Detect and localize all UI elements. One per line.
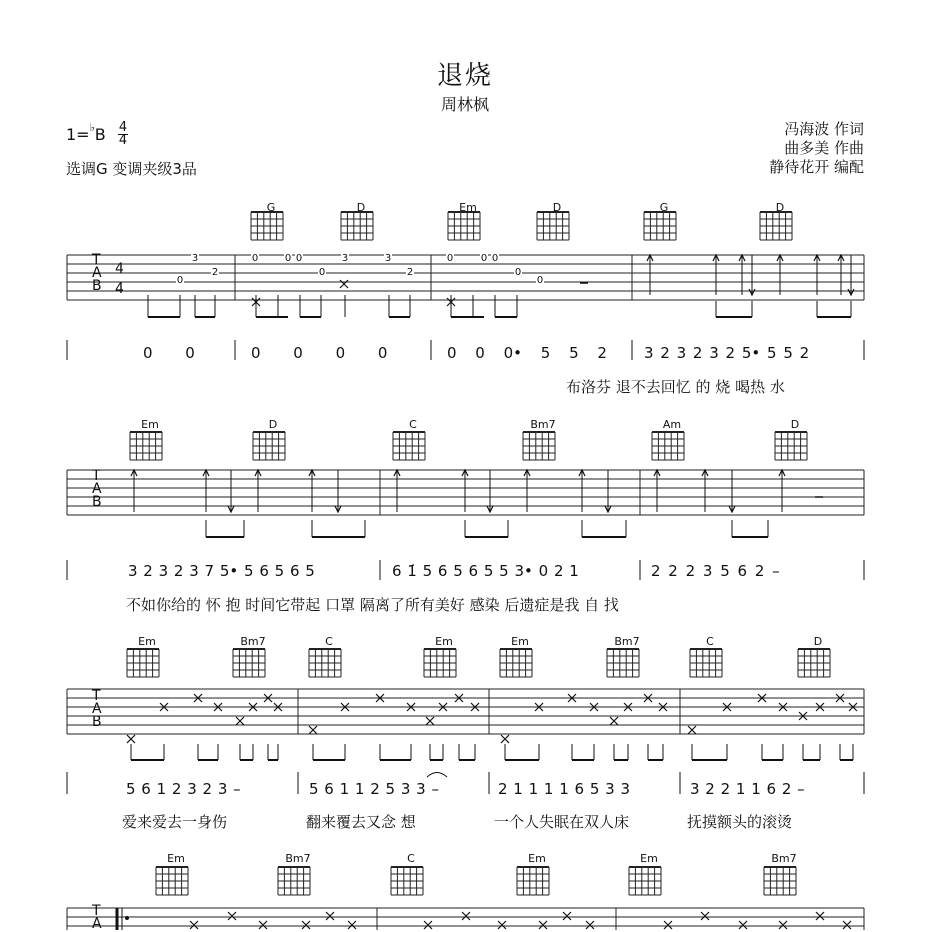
tab-letter: T: [92, 468, 101, 484]
chord-name: Em: [141, 418, 159, 431]
tab-letter: A: [92, 916, 102, 932]
chord-name: C: [407, 852, 415, 865]
chord-name: C: [325, 635, 333, 648]
fret-number: 0: [318, 267, 326, 278]
strum-x-mark: [190, 921, 198, 929]
tab-letter: T: [92, 903, 101, 919]
fret-number: 3: [191, 253, 199, 264]
chord-name: Bm7: [285, 852, 311, 865]
fret-number: 0: [480, 253, 488, 264]
jianpu-measure: 3 2 2 1 1 6 2 –: [690, 780, 805, 798]
strum-x-mark: [426, 717, 434, 725]
tab-letter: T: [92, 252, 101, 268]
strum-x-mark: [739, 921, 747, 929]
chord-name: Em: [138, 635, 156, 648]
lyrics-line: 爱来爱去一身伤: [122, 813, 228, 831]
fret-number: 0: [295, 253, 303, 264]
tab-letter: A: [92, 701, 102, 717]
chord-name: Em: [435, 635, 453, 648]
key-note: B: [94, 125, 106, 144]
tab-time-bottom: 4: [115, 281, 124, 297]
chord-name: Em: [167, 852, 185, 865]
time-signature: [118, 122, 128, 147]
fret-number: 0: [284, 253, 292, 264]
fret-number: 3: [384, 253, 392, 264]
lyrics-line: 布洛芬 退不去回忆 的 烧 喝热 水: [566, 378, 785, 396]
strum-x-mark: [586, 921, 594, 929]
arranger: 静待花开 编配: [769, 158, 864, 176]
chord-name: G: [266, 201, 276, 214]
strum-x-mark: [563, 912, 571, 920]
strum-x-mark: [779, 921, 787, 929]
chord-name: Em: [511, 635, 529, 648]
strum-x-mark: [228, 912, 236, 920]
chord-name: Bm7: [530, 418, 556, 431]
jianpu-measure: 2 2 2 3 5 6 2 –: [651, 562, 780, 580]
capo-note: 选调G 变调夹级3品: [66, 160, 197, 178]
tab-staff-3: [0, 632, 930, 832]
chord-name: Em: [640, 852, 658, 865]
jianpu-measure: 0 0 0 0: [251, 344, 388, 362]
chord-name: Bm7: [771, 852, 797, 865]
jianpu-measure: 2 1 1 1 1 6 5 3 3: [498, 780, 631, 798]
tab-clef: [92, 905, 102, 931]
chord-name: Em: [459, 201, 477, 214]
fret-number: 0: [491, 253, 499, 264]
fret-number: 0: [514, 267, 522, 278]
strum-x-mark: [340, 280, 348, 288]
strum-x-mark: [462, 912, 470, 920]
strum-x-mark: [127, 735, 135, 743]
strum-x-mark: [498, 921, 506, 929]
tab-time-top: 4: [115, 261, 124, 277]
credits: [769, 120, 864, 177]
lyrics-line: 翻来覆去又念 想: [306, 813, 416, 831]
chord-name: D: [356, 201, 366, 214]
strum-x-mark: [236, 717, 244, 725]
tab-letter: B: [92, 494, 102, 510]
strum-x-mark: [843, 921, 851, 929]
song-artist: 周林枫: [440, 95, 489, 114]
flat-sign: ♭: [89, 121, 95, 134]
tab-letter: A: [92, 481, 102, 497]
jianpu-measure: 5 6 1 1 2 5 3 3 –: [309, 780, 439, 798]
chord-name: C: [706, 635, 714, 648]
tab-letter: B: [92, 714, 102, 730]
chord-name: D: [775, 201, 785, 214]
jianpu-measure: 0 0: [143, 344, 195, 362]
fret-number: 0: [446, 253, 454, 264]
strum-x-mark: [326, 912, 334, 920]
chord-name: D: [552, 201, 562, 214]
repeat-dot: [125, 916, 129, 920]
lyrics-line: 抚摸额头的滚烫: [687, 813, 793, 831]
fret-number: 0: [536, 275, 544, 286]
strum-x-mark: [539, 921, 547, 929]
chord-name: Bm7: [240, 635, 266, 648]
chord-name: C: [409, 418, 417, 431]
strum-x-mark: [816, 912, 824, 920]
tab-clef: [92, 470, 102, 509]
time-bottom: 4: [118, 133, 128, 148]
tab-letter: B: [92, 278, 102, 294]
strum-x-mark: [424, 921, 432, 929]
jianpu-measure: 3 2 3 2 3 2 5• 5 5 2: [644, 344, 810, 362]
jianpu-measure: 0 0 0• 5 5 2: [447, 344, 607, 362]
jianpu-measure: 5 6 1 2 3 2 3 –: [126, 780, 241, 798]
chord-name: Bm7: [614, 635, 640, 648]
fret-number: 0: [176, 275, 184, 286]
tab-clef: [92, 254, 102, 293]
jianpu-measure: 3 2 3 2 3 7 5• 5 6 5 6 5: [128, 562, 315, 580]
chord-name: Em: [528, 852, 546, 865]
lyrics-line: 一个人失眠在双人床: [494, 813, 630, 831]
composer: 曲多美 作曲: [784, 139, 864, 157]
chord-name: G: [659, 201, 669, 214]
chord-name: D: [813, 635, 823, 648]
strum-x-mark: [664, 921, 672, 929]
fret-number: 3: [341, 253, 349, 264]
chord-name: Am: [662, 418, 682, 431]
tab-clef: [92, 690, 102, 729]
strum-x-mark: [501, 735, 509, 743]
tab-time-signature: [115, 259, 124, 299]
strum-x-mark: [688, 726, 696, 734]
strum-x-mark: [309, 726, 317, 734]
fret-number: 2: [211, 267, 219, 278]
key-signature: [66, 121, 106, 144]
strum-x-mark: [610, 717, 618, 725]
time-top: 4: [118, 120, 128, 135]
strum-x-mark: [348, 921, 356, 929]
strum-x-mark: [701, 912, 709, 920]
tie-arc: [427, 773, 447, 778]
lyricist: 冯海波 作词: [784, 120, 864, 138]
tab-letter: T: [92, 688, 101, 704]
strum-x-mark: [302, 921, 310, 929]
fret-number: 0: [251, 253, 259, 264]
tab-letter: A: [92, 265, 102, 281]
chord-name: D: [790, 418, 800, 431]
lyrics-line: 不如你给的 怀 抱 时间它带起 口罩 隔离了所有美好 感染 后遗症是我 自 找: [126, 596, 619, 614]
key-prefix: 1=: [66, 125, 90, 144]
strum-x-mark: [259, 921, 267, 929]
fret-number: 2: [406, 267, 414, 278]
chord-name: D: [268, 418, 278, 431]
jianpu-measure: 6 1̇ 5 6 5 6 5 5 3• 0 2 1: [392, 562, 579, 580]
song-title: 退烧: [436, 61, 493, 91]
